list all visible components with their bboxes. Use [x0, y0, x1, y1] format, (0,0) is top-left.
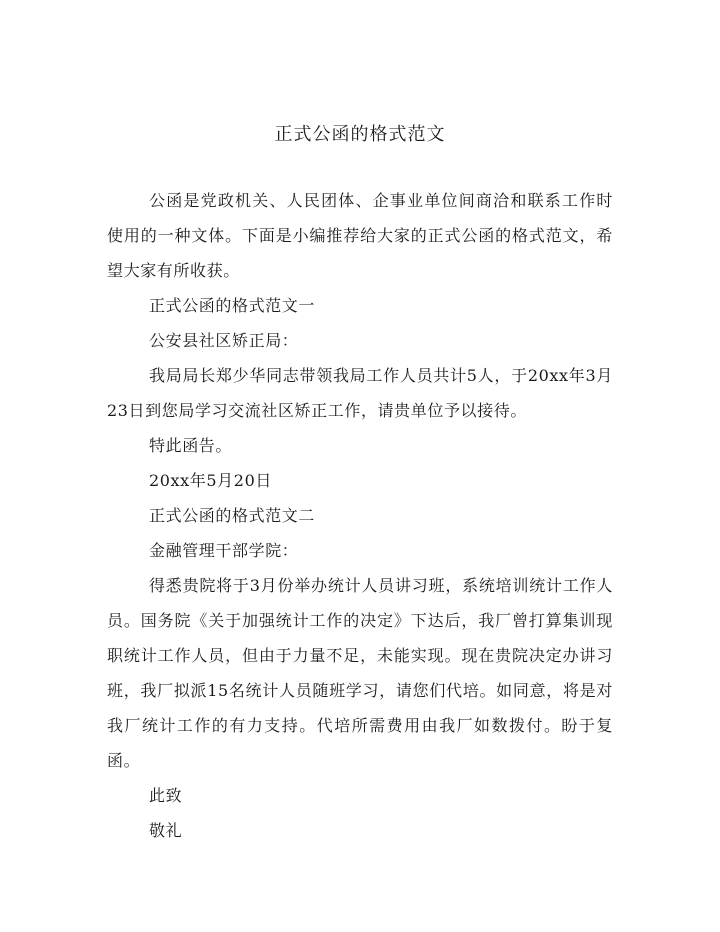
recipient-one: 公安县社区矫正局：: [149, 331, 299, 350]
letter-one-body: 我局局长郑少华同志带领我局工作人员共计5人，于20xx年3月23日到您局学习交流社区矫正工作，请贵单位予以接待。: [107, 366, 613, 420]
recipient-two: 金融管理干部学院：: [149, 541, 299, 560]
intro-paragraph: 公函是党政机关、人民团体、企事业单位间商洽和联系工作时使用的一种文体。下面是小编推荐给大家的正式公函的格式范文，希望大家有所收获。: [107, 191, 613, 280]
section-heading-one: 正式公函的格式范文一: [149, 296, 316, 315]
letter-two-salutation: 此致: [149, 786, 183, 805]
section-heading-two: 正式公函的格式范文二: [149, 506, 316, 525]
letter-two-regards: 敬礼: [149, 821, 183, 840]
letter-one-closing: 特此函告。: [149, 436, 233, 455]
letter-one-date: 20xx年5月20日: [149, 471, 272, 490]
letter-two-body: 得悉贵院将于3月份举办统计人员讲习班，系统培训统计工作人员。国务院《关于加强统计工作的决定》下达后，我厂曾打算集训现职统计工作人员，但由于力量不足，未能实现。现在贵院决定办讲习班，我厂拟派15名统计人员随班学习，请您们代培。如同意，将是对我厂统计工作的有力支持。代培所需费用由我厂如数拨付。盼于复函。: [107, 576, 613, 770]
document-body: [107, 183, 613, 848]
document-title: 正式公函的格式范文: [274, 124, 446, 145]
